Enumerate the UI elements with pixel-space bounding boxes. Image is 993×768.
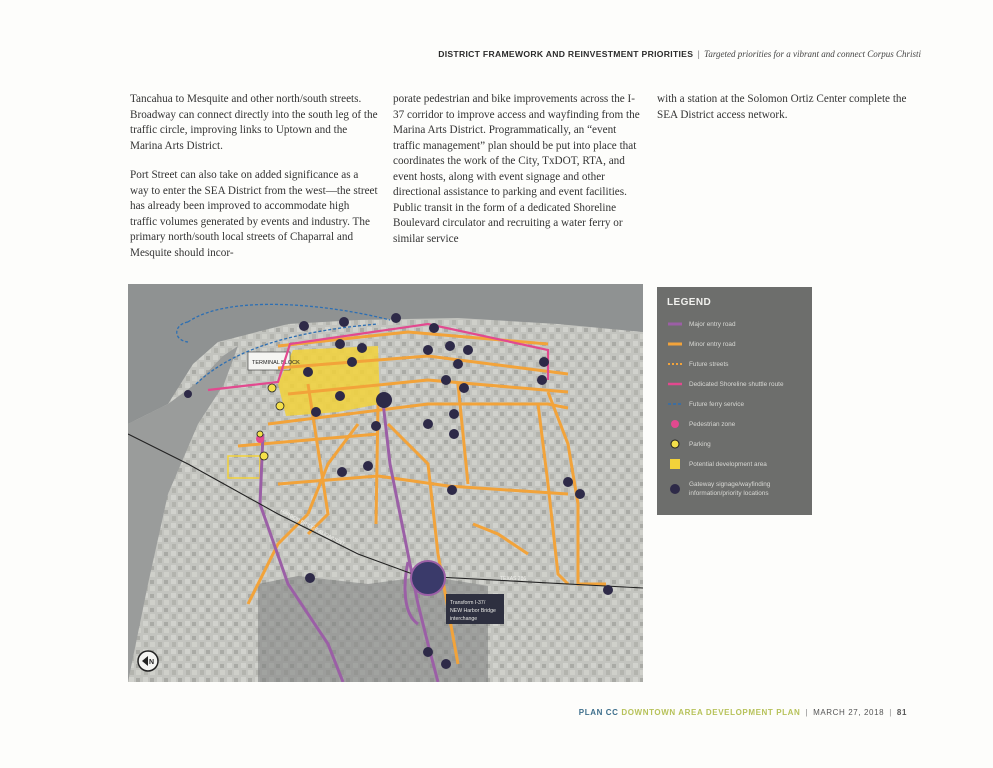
legend-label: Gateway signage/wayfinding information/priority locations xyxy=(689,481,771,497)
interchange-gateway xyxy=(411,561,445,595)
legend-item xyxy=(657,354,812,374)
svg-text:N: N xyxy=(149,659,155,666)
section-tagline: Targeted priorities for a vibrant and connect Corpus Christi xyxy=(704,49,921,59)
parking-swatch-icon xyxy=(667,438,683,450)
page-header xyxy=(380,49,921,60)
map-legend xyxy=(657,287,812,515)
legend-label: Minor entry road xyxy=(689,340,736,348)
footer-separator: | xyxy=(805,708,809,717)
footer-separator: | xyxy=(889,708,892,717)
callout-line-3: interchange xyxy=(450,616,478,622)
texas-286-label: TEXAS 286 xyxy=(500,576,527,582)
legend-label: Dedicated Shoreline shuttle route xyxy=(689,380,784,388)
development-area xyxy=(278,346,380,416)
legend-item xyxy=(657,334,812,354)
terminal-block-label: TERMINAL BLOCK xyxy=(252,360,300,366)
paragraph: Port Street can also take on added significance as a way to enter the SEA District from the west—the street has already been improved to accommodate high traffic volumes generated by events and industry. The primary north/south local streets of Chaparral and Mesquite should incor- xyxy=(130,169,378,259)
legend-label: Major entry road xyxy=(689,320,736,328)
legend-title: LEGEND xyxy=(667,297,712,308)
legend-item xyxy=(657,374,812,394)
footer-plan-title: DOWNTOWN AREA DEVELOPMENT PLAN xyxy=(621,708,801,717)
header-separator: | xyxy=(697,50,701,60)
section-title: DISTRICT FRAMEWORK AND REINVESTMENT PRIORITIES xyxy=(438,49,694,59)
legend-item xyxy=(657,454,812,474)
district-map xyxy=(128,284,643,682)
legend-label: Pedestrian zone xyxy=(689,420,736,428)
shuttle-swatch-icon xyxy=(667,378,683,390)
text-column-1 xyxy=(130,92,378,275)
legend-item xyxy=(657,474,812,504)
page-number: 81 xyxy=(896,708,907,717)
north-arrow-icon xyxy=(138,651,158,671)
future-street-swatch-icon xyxy=(667,358,683,370)
major-road-swatch-icon xyxy=(667,318,683,330)
legend-label: Potential development area xyxy=(689,460,767,468)
legend-item xyxy=(657,394,812,414)
minor-road-swatch-icon xyxy=(667,338,683,350)
text-column-3 xyxy=(657,92,909,137)
footer-date: MARCH 27, 2018 xyxy=(813,708,885,717)
callout-line-1: Transform I-37/ xyxy=(450,600,486,606)
legend-item xyxy=(657,314,812,334)
paragraph: Tancahua to Mesquite and other north/south streets. Broadway can connect directly into the south leg of the traffic circle, improving links to Uptown and the Marina Arts District. xyxy=(130,93,378,152)
paragraph: porate pedestrian and bike improvements across the I-37 corridor to improve access and wayfinding from the Marina Arts District. Programmatically, an “event traffic management” plan should be put into place that coordinates the work of the City, TxDOT, RTA, and event hosts, along with event signage and other directional assistance to parking and event facilities. Public transit in the form of a dedicated Shoreline Boulevard circulator and recruiting a water ferry or similar service xyxy=(393,93,640,245)
page-footer xyxy=(579,708,907,717)
pedestrian-swatch-icon xyxy=(667,418,683,430)
callout-line-2: NEW Harbor Bridge xyxy=(450,608,496,614)
legend-item xyxy=(657,414,812,434)
legend-label: Future streets xyxy=(689,360,729,368)
harbor-bridge-label: HARBOR BRIDGE ALIGNMENT xyxy=(279,508,346,548)
development-swatch-icon xyxy=(667,458,683,470)
legend-label: Parking xyxy=(689,440,711,448)
legend-label: Future ferry service xyxy=(689,400,745,408)
ferry-swatch-icon xyxy=(667,398,683,410)
paragraph: with a station at the Solomon Ortiz Center complete the SEA District access network. xyxy=(657,93,907,121)
gateway-swatch-icon xyxy=(667,483,683,495)
footer-plan: PLAN CC xyxy=(578,708,619,717)
legend-item xyxy=(657,434,812,454)
text-column-2 xyxy=(393,92,643,261)
